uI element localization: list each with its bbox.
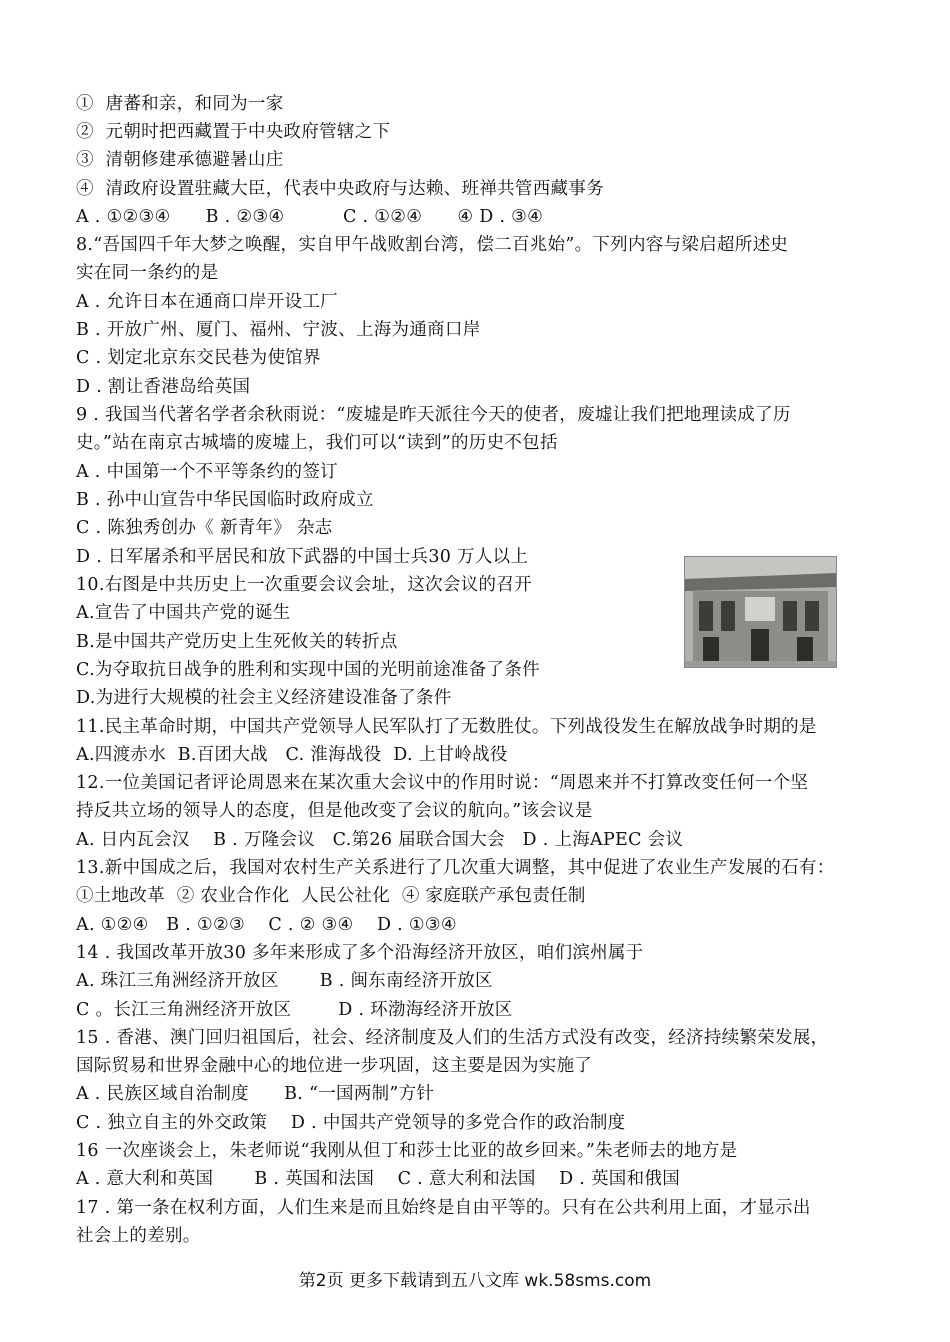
text-line: 持反共立场的领导人的态度，但是他改变了会议的航向。”该会议是 bbox=[76, 801, 593, 821]
text-line: C . 独立自主的外交政策 D . 中国共产党领导的多党合作的政治制度 bbox=[76, 1113, 626, 1133]
text-line: C.为夺取抗日战争的胜利和实现中国的光明前途准备了条件 bbox=[76, 660, 540, 680]
text-line: D . 日军屠杀和平居民和放下武器的中国士兵30 万人以上 bbox=[76, 547, 529, 567]
page-footer: 第2页 更多下载请到五八文库 wk.58sms.com bbox=[298, 1271, 652, 1291]
text-line: A . 中国第一个不平等条约的签订 bbox=[76, 462, 338, 482]
text-line: 14 . 我国改革开放30 多年来形成了多个沿海经济开放区，咱们滨州属于 bbox=[76, 943, 644, 963]
text-line: ①土地改革 ② 农业合作化 人民公社化 ④ 家庭联产承包责任制 bbox=[76, 886, 586, 906]
text-line: A.宣告了中国共产党的诞生 bbox=[76, 603, 291, 623]
meeting-site-photo bbox=[684, 556, 837, 668]
text-line: A.四渡赤水 B.百团大战 C. 淮海战役 D. 上甘岭战役 bbox=[76, 745, 508, 765]
text-line: D . 割让香港岛给英国 bbox=[76, 377, 251, 397]
text-line: A. 日内瓦会汉 B . 万隆会议 C.第26 届联合国大会 D . 上海APEC 会议 bbox=[76, 830, 684, 850]
text-line: C . 陈独秀创办《 新青年》 杂志 bbox=[76, 518, 333, 538]
text-line: 史。”站在南京古城墙的废墟上，我们可以“读到”的历史不包括 bbox=[76, 433, 558, 453]
text-line: 社会上的差别。 bbox=[76, 1226, 201, 1246]
text-line: 16 一次座谈会上，朱老师说“我刚从但丁和莎士比亚的故乡回来。”朱老师去的地方是 bbox=[76, 1141, 738, 1161]
text-line: C . 划定北京东交民巷为使馆界 bbox=[76, 348, 321, 368]
text-line: 12.一位美国记者评论周恩来在某次重大会议中的作用时说：“周恩来并不打算改变任何一个坚 bbox=[76, 773, 809, 793]
text-line: 17 . 第一条在权利方面，人们生来是而且始终是自由平等的。只有在公共利用上面，才显示出 bbox=[76, 1198, 811, 1218]
text-line: A . 允许日本在通商口岸开设工厂 bbox=[76, 292, 338, 312]
text-line: A . 意大利和英国 B . 英国和法国 C . 意大利和法国 D . 英国和俄国 bbox=[76, 1169, 681, 1189]
text-line: B.是中国共产党历史上生死攸关的转折点 bbox=[76, 632, 398, 652]
text-line: ③ 清朝修建承德避暑山庄 bbox=[76, 150, 284, 170]
text-line: ② 元朝时把西藏置于中央政府管辖之下 bbox=[76, 122, 391, 142]
text-line: B . 开放广州、厦门、福州、宁波、上海为通商口岸 bbox=[76, 320, 481, 340]
text-line: 8.“吾国四千年大梦之唤醒，实自甲午战败割台湾，偿二百兆始”。下列内容与梁启超所述史 bbox=[76, 235, 789, 255]
text-line: A . ①②③④ B . ②③④ C . ①②④ ④ D . ③④ bbox=[76, 207, 544, 227]
text-line: A. ①②④ B . ①②③ C . ② ③④ D . ①③④ bbox=[76, 915, 457, 935]
text-line: 实在同一条约的是 bbox=[76, 263, 219, 283]
text-line: ④ 清政府设置驻藏大臣，代表中央政府与达赖、班禅共管西藏事务 bbox=[76, 179, 604, 199]
text-line: A . 民族区域自治制度 B. “一国两制”方针 bbox=[76, 1084, 435, 1104]
text-line: 9 . 我国当代著名学者余秋雨说：“废墟是昨天派往今天的使者，废墟让我们把地理读成了历 bbox=[76, 405, 791, 425]
text-line: 13.新中国成之后，我国对农村生产关系进行了几次重大调整，其中促进了农业生产发展的石有： bbox=[76, 858, 835, 878]
text-line: B . 孙中山宣告中华民国临时政府成立 bbox=[76, 490, 374, 510]
text-line: D.为进行大规模的社会主义经济建设准备了条件 bbox=[76, 688, 452, 708]
text-line: 11.民主革命时期，中国共产党领导人民军队打了无数胜仗。下列战役发生在解放战争时期的是 bbox=[76, 717, 817, 737]
text-line: A. 珠江三角洲经济开放区 B . 闽东南经济开放区 bbox=[76, 971, 493, 991]
text-line: 国际贸易和世界金融中心的地位进一步巩固，这主要是因为实施了 bbox=[76, 1056, 593, 1076]
text-line: 10.右图是中共历史上一次重要会议会址，这次会议的召开 bbox=[76, 575, 532, 595]
text-line: C 。长江三角洲经济开放区 D . 环渤海经济开放区 bbox=[76, 1000, 513, 1020]
text-line: ① 唐蕃和亲，和同为一家 bbox=[76, 94, 284, 114]
text-line: 15 . 香港、澳门回归祖国后，社会、经济制度及人们的生活方式没有改变，经济持续繁荣发展， bbox=[76, 1028, 829, 1048]
